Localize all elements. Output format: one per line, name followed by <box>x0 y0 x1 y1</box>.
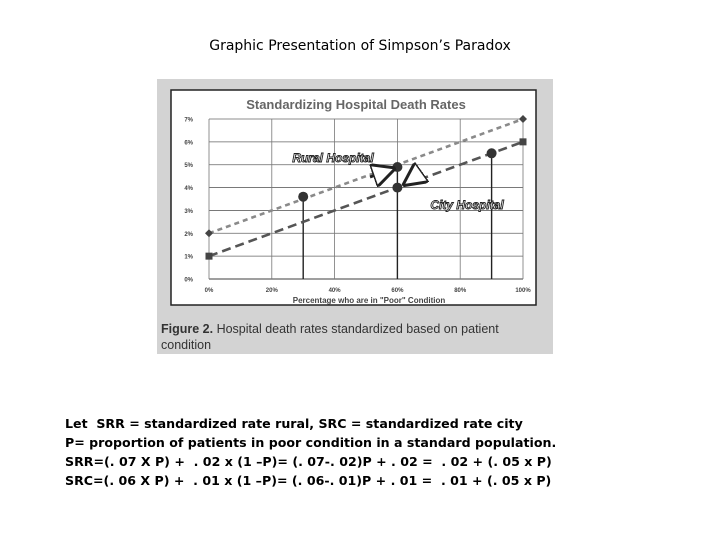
y-tick-label: 3% <box>184 208 193 215</box>
y-tick-label: 1% <box>184 254 193 261</box>
death-rate-chart <box>157 79 553 354</box>
chart-title: Standardizing Hospital Death Rates <box>246 97 466 112</box>
body-text <box>65 414 705 490</box>
highlight-point <box>298 192 308 202</box>
x-axis-label: Percentage who are in "Poor" Condition <box>292 296 446 305</box>
figure-caption-line2: condition <box>161 338 212 352</box>
figure-caption-line1: Hospital death rates standardized based on patient <box>213 322 499 336</box>
city-marker <box>520 138 527 145</box>
rural-hospital-label: Rural Hospital <box>292 151 374 165</box>
x-tick-label: 80% <box>454 288 467 294</box>
x-tick-label: 60% <box>391 288 404 294</box>
figure-caption <box>161 322 499 336</box>
slide-title: Graphic Presentation of Simpson’s Paradox <box>209 38 511 54</box>
city-marker <box>206 253 213 260</box>
city-hospital-label: City Hospital <box>430 198 504 212</box>
x-tick-label: 100% <box>515 288 531 294</box>
x-tick-label: 20% <box>265 288 278 294</box>
y-tick-label: 6% <box>184 140 193 147</box>
x-tick-label: 40% <box>328 288 341 294</box>
body-line-4: SRC=(. 06 X P) + . 01 x (1 –P)= (. 06-. 01)P + . 01 = . 01 + (. 05 x P) <box>65 473 552 488</box>
body-line-1: Let SRR = standardized rate rural, SRC = standardized rate city <box>65 416 523 431</box>
body-line-3: SRR=(. 07 X P) + . 02 x (1 –P)= (. 07-. 02)P + . 02 = . 02 + (. 05 x P) <box>65 454 552 469</box>
highlight-point <box>392 183 402 193</box>
y-tick-label: 4% <box>184 186 193 193</box>
y-tick-label: 5% <box>184 163 193 170</box>
figure-caption-bold: Figure 2. <box>161 322 214 336</box>
y-tick-label: 7% <box>184 117 193 124</box>
highlight-point <box>487 148 497 158</box>
highlight-point <box>392 162 402 172</box>
x-tick-label: 0% <box>204 288 214 294</box>
y-tick-label: 0% <box>184 277 193 284</box>
figure-scan <box>157 79 553 354</box>
y-tick-label: 2% <box>184 231 193 238</box>
body-line-2: P= proportion of patients in poor condition in a standard population. <box>65 435 557 450</box>
